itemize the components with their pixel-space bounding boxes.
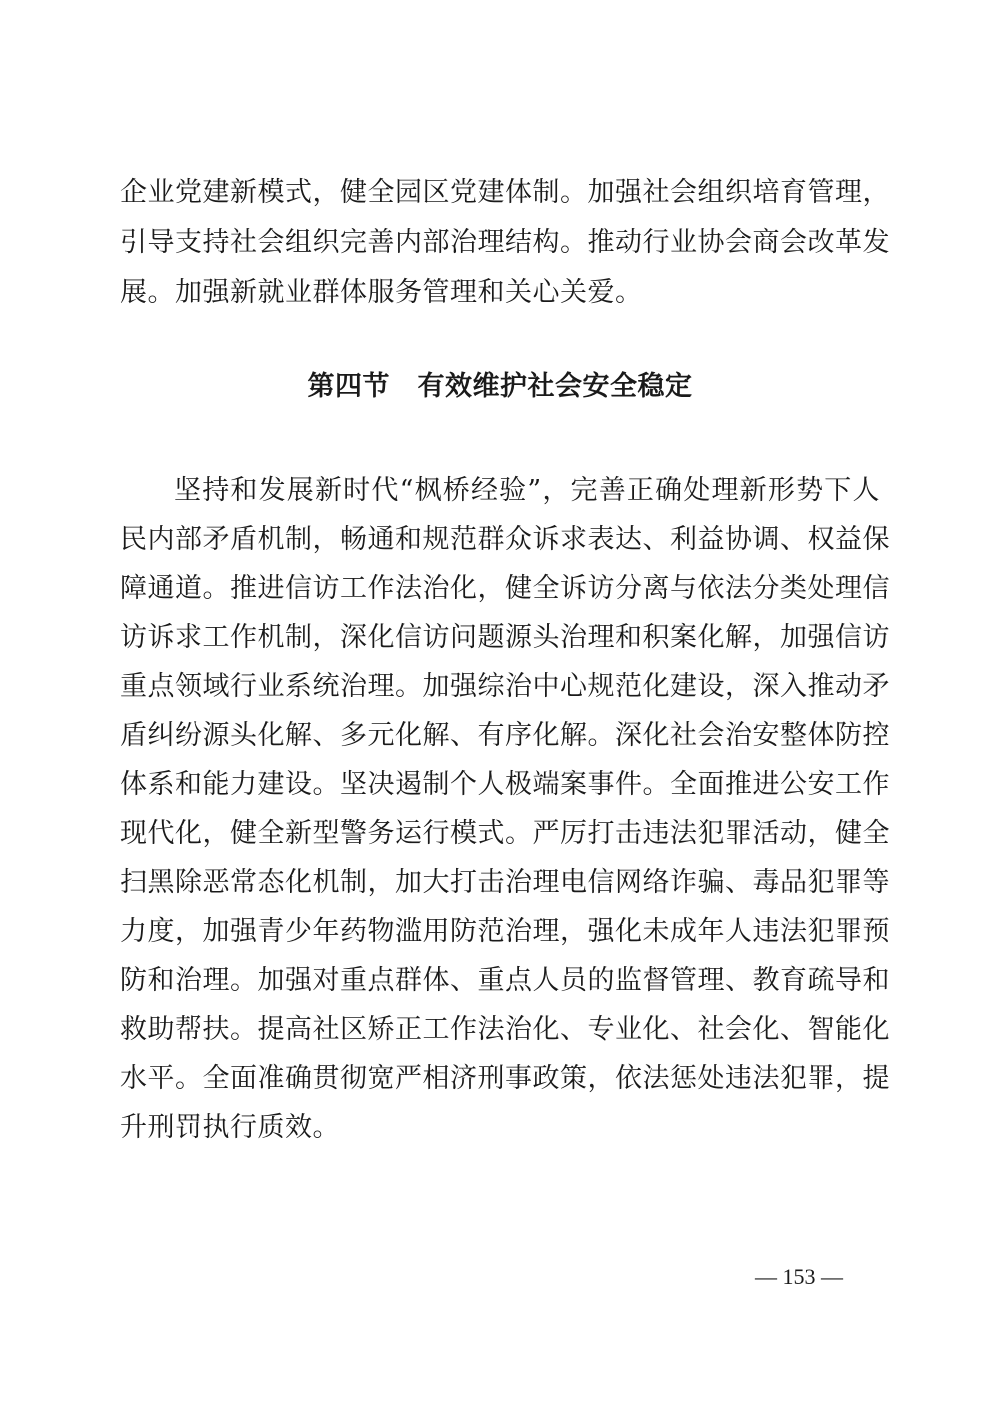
paragraph-line: 现代化，健全新型警务运行模式。严厉打击违法犯罪活动，健全 xyxy=(120,818,890,849)
paragraph-line: 企业党建新模式，健全园区党建体制。加强社会组织培育管理， xyxy=(120,177,890,208)
paragraph-line: 盾纠纷源头化解、多元化解、有序化解。深化社会治安整体防控 xyxy=(120,720,890,751)
paragraph-line: 救助帮扶。提高社区矫正工作法治化、专业化、社会化、智能化 xyxy=(120,1014,890,1045)
paragraph-line: 坚持和发展新时代“枫桥经验”，完善正确处理新形势下人 xyxy=(174,475,880,506)
paragraph-line: 体系和能力建设。坚决遏制个人极端案事件。全面推进公安工作 xyxy=(120,769,890,800)
paragraph-line: 重点领域行业系统治理。加强综治中心规范化建设，深入推动矛 xyxy=(120,671,890,702)
paragraph-line: 升刑罚执行质效。 xyxy=(120,1112,340,1143)
page-number: — 153 — xyxy=(755,1264,843,1289)
paragraph-line: 障通道。推进信访工作法治化，健全诉访分离与依法分类处理信 xyxy=(120,573,890,604)
section-heading: 第四节 有效维护社会安全稳定 xyxy=(307,371,693,402)
paragraph-line: 民内部矛盾机制，畅通和规范群众诉求表达、利益协调、权益保 xyxy=(120,524,890,555)
paragraph-line: 展。加强新就业群体服务管理和关心关爱。 xyxy=(120,277,643,308)
paragraph-line: 引导支持社会组织完善内部治理结构。推动行业协会商会改革发 xyxy=(120,227,890,258)
paragraph-line: 力度，加强青少年药物滥用防范治理，强化未成年人违法犯罪预 xyxy=(120,916,890,947)
paragraph-line: 防和治理。加强对重点群体、重点人员的监督管理、教育疏导和 xyxy=(120,965,890,996)
paragraph-line: 水平。全面准确贯彻宽严相济刑事政策，依法惩处违法犯罪，提 xyxy=(120,1063,890,1094)
paragraph-line: 访诉求工作机制，深化信访问题源头治理和积案化解，加强信访 xyxy=(120,622,890,653)
paragraph-line: 扫黑除恶常态化机制，加大打击治理电信网络诈骗、毒品犯罪等 xyxy=(120,867,890,898)
